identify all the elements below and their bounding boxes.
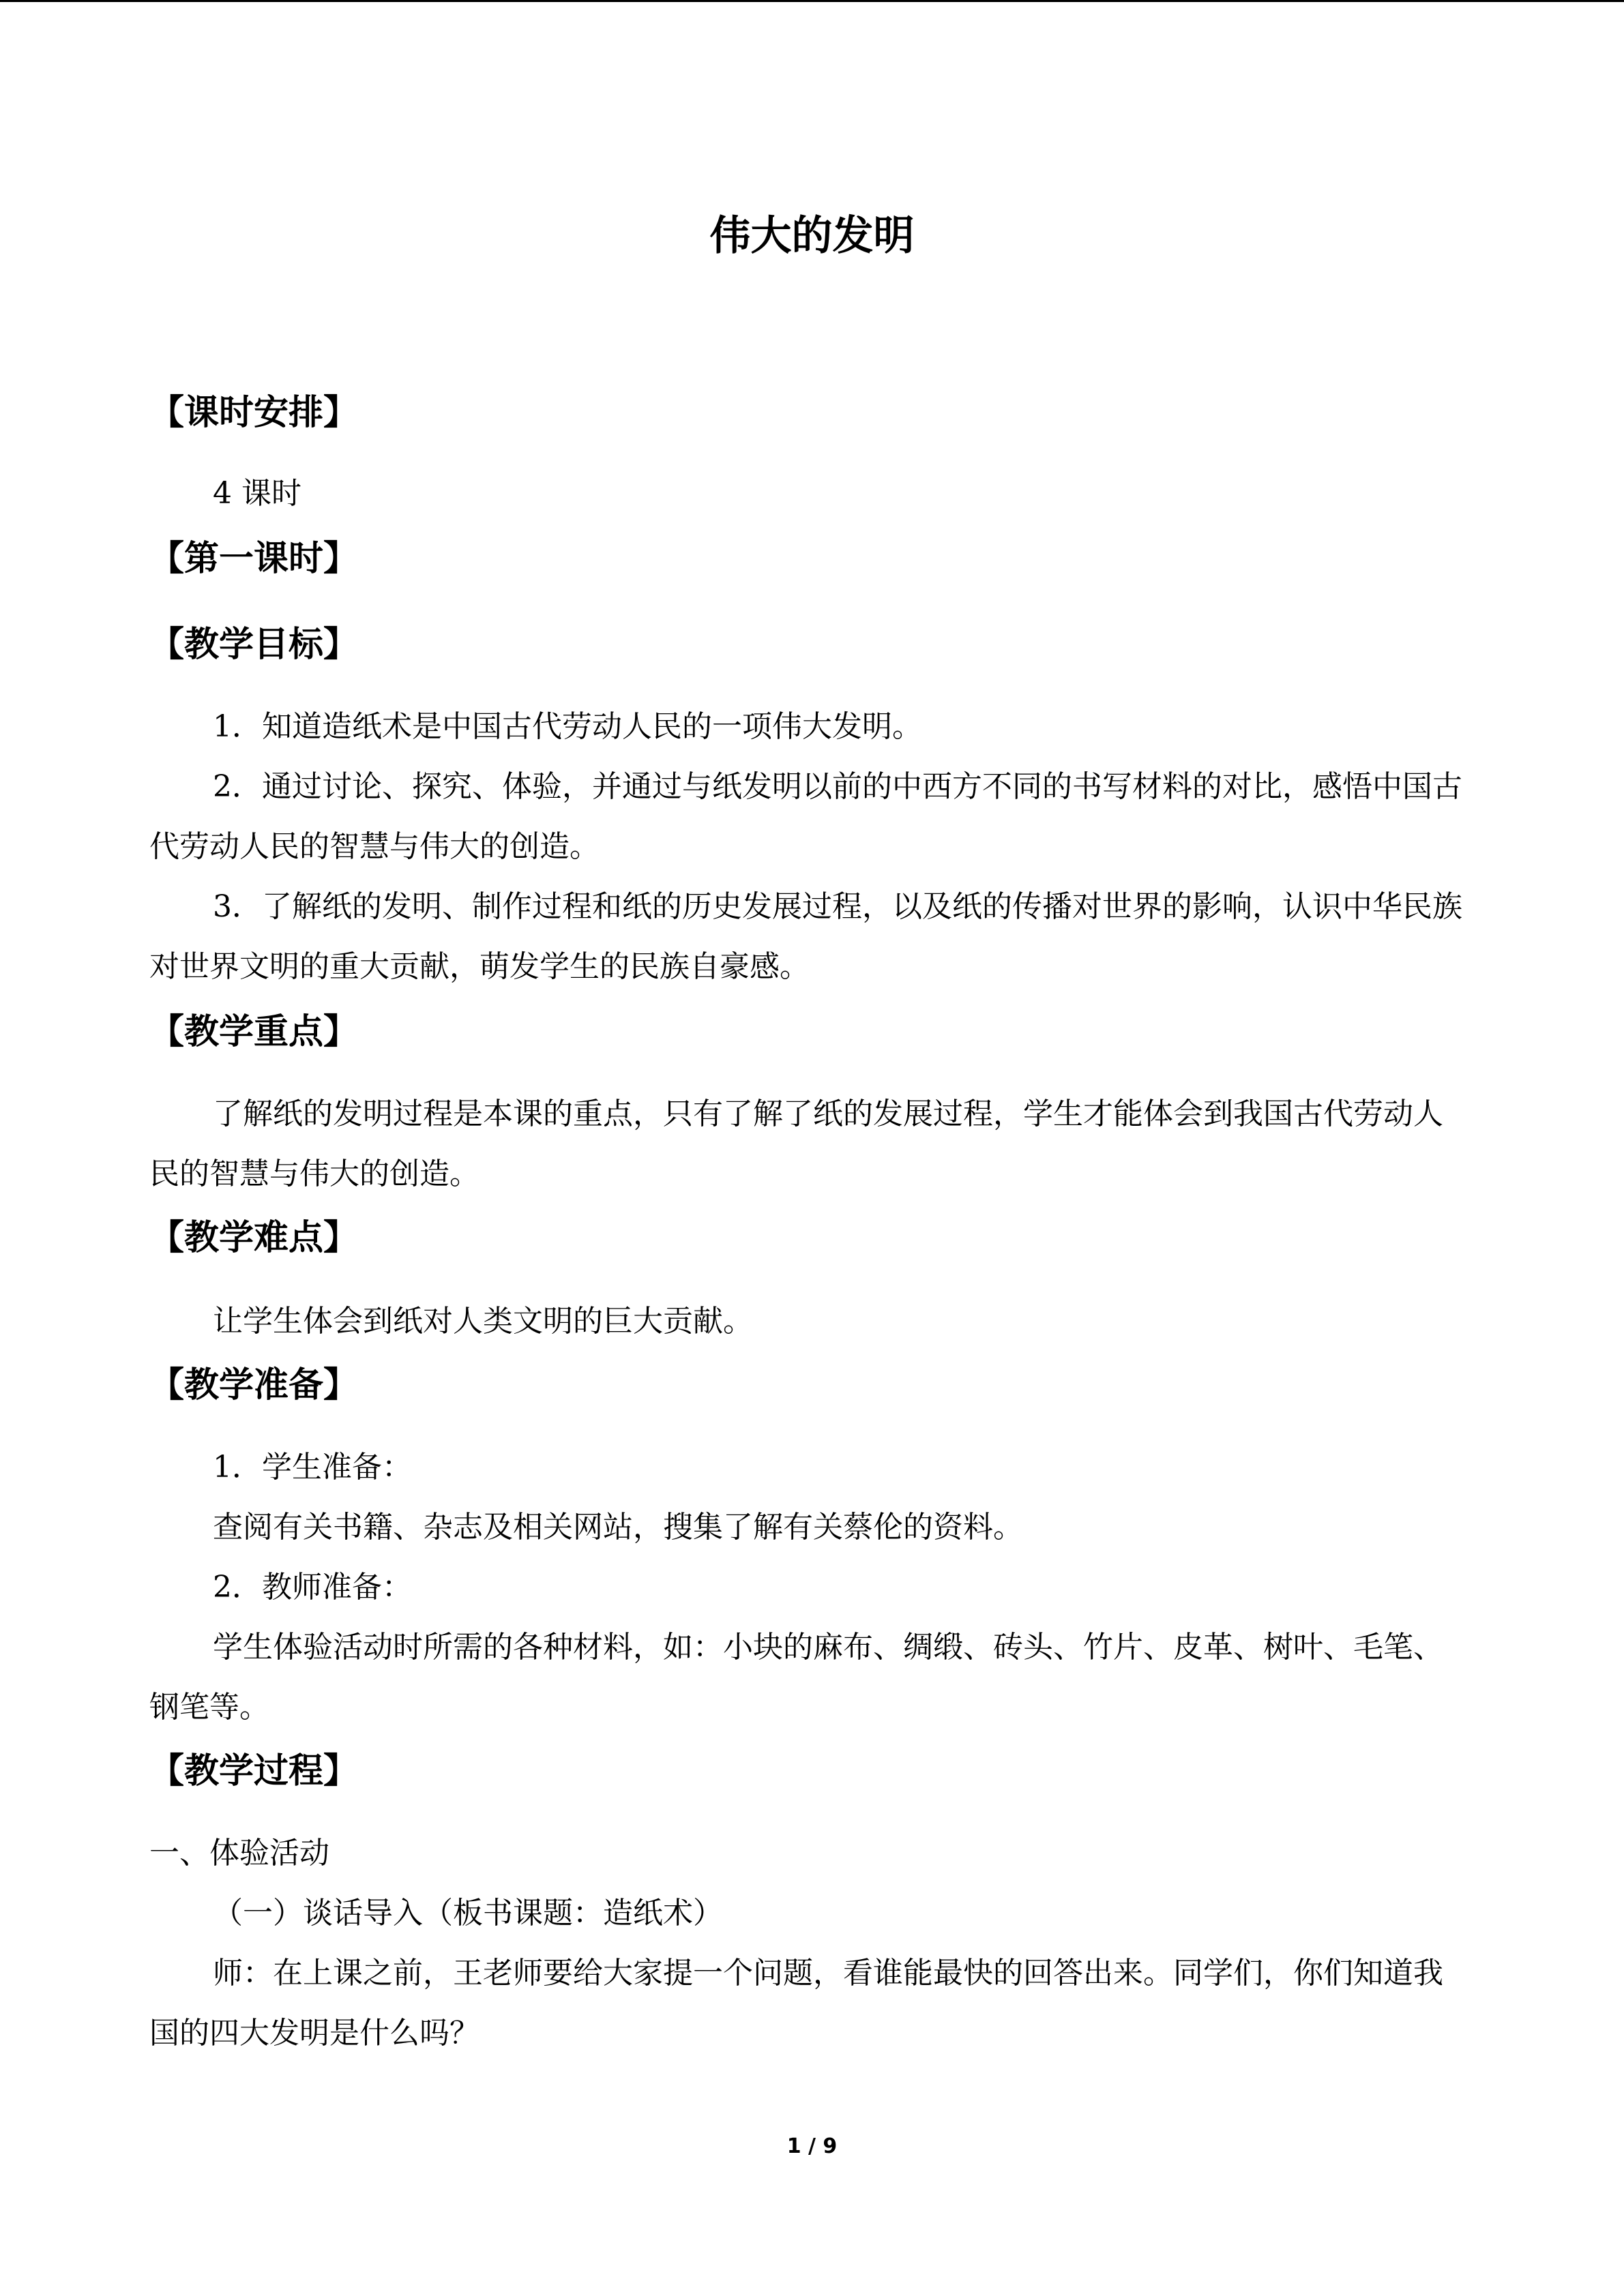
schedule-text: 4 课时 bbox=[213, 476, 301, 511]
key-heading: 【教学重点】 bbox=[149, 1011, 359, 1052]
difficulty-text: 让学生体会到纸对人类文明的巨大贡献。 bbox=[213, 1304, 753, 1339]
prep-heading: 【教学准备】 bbox=[149, 1365, 359, 1405]
prep-1-text: 查阅有关书籍、杂志及相关网站，搜集了解有关蔡伦的资料。 bbox=[213, 1510, 1023, 1545]
process-step-1-2: 师：在上课之前，王老师要给大家提一个问题，看谁能最快的回答出来。同学们，你们知道我国的四大发明是什么吗？ bbox=[149, 1956, 1443, 2051]
process-step-1: 一、体验活动 bbox=[149, 1836, 329, 1870]
prep-2-title: 2．教师准备： bbox=[213, 1570, 412, 1605]
top-border bbox=[0, 0, 1624, 2]
page-indicator: 1 / 9 bbox=[786, 2134, 838, 2158]
prep-2-text: 学生体验活动时所需的各种材料，如：小块的麻布、绸缎、砖头、竹片、皮革、树叶、毛笔、钢笔等。 bbox=[149, 1630, 1443, 1725]
process-heading: 【教学过程】 bbox=[149, 1750, 359, 1791]
page-title: 伟大的发明 bbox=[709, 212, 915, 260]
process-step-1-1: （一）谈话导入（板书课题：造纸术） bbox=[213, 1896, 723, 1930]
goal-1: 1．知道造纸术是中国古代劳动人民的一项伟大发明。 bbox=[213, 709, 922, 744]
key-text: 了解纸的发明过程是本课的重点，只有了解了纸的发展过程，学生才能体会到我国古代劳动人民的智慧与伟大的创造。 bbox=[149, 1097, 1443, 1191]
goal-2: 2．通过讨论、探究、体验，并通过与纸发明以前的中西方不同的书写材料的对比，感悟中国古代劳动人民的智慧与伟大的创造。 bbox=[149, 769, 1462, 864]
difficulty-heading: 【教学难点】 bbox=[149, 1217, 359, 1258]
prep-1-title: 1．学生准备： bbox=[213, 1450, 412, 1485]
goals-heading: 【教学目标】 bbox=[149, 624, 359, 665]
schedule-heading: 【课时安排】 bbox=[149, 392, 359, 433]
lesson1-heading: 【第一课时】 bbox=[149, 538, 359, 579]
goal-3: 3．了解纸的发明、制作过程和纸的历史发展过程，以及纸的传播对世界的影响，认识中华民族对世界文明的重大贡献，萌发学生的民族自豪感。 bbox=[149, 889, 1462, 984]
